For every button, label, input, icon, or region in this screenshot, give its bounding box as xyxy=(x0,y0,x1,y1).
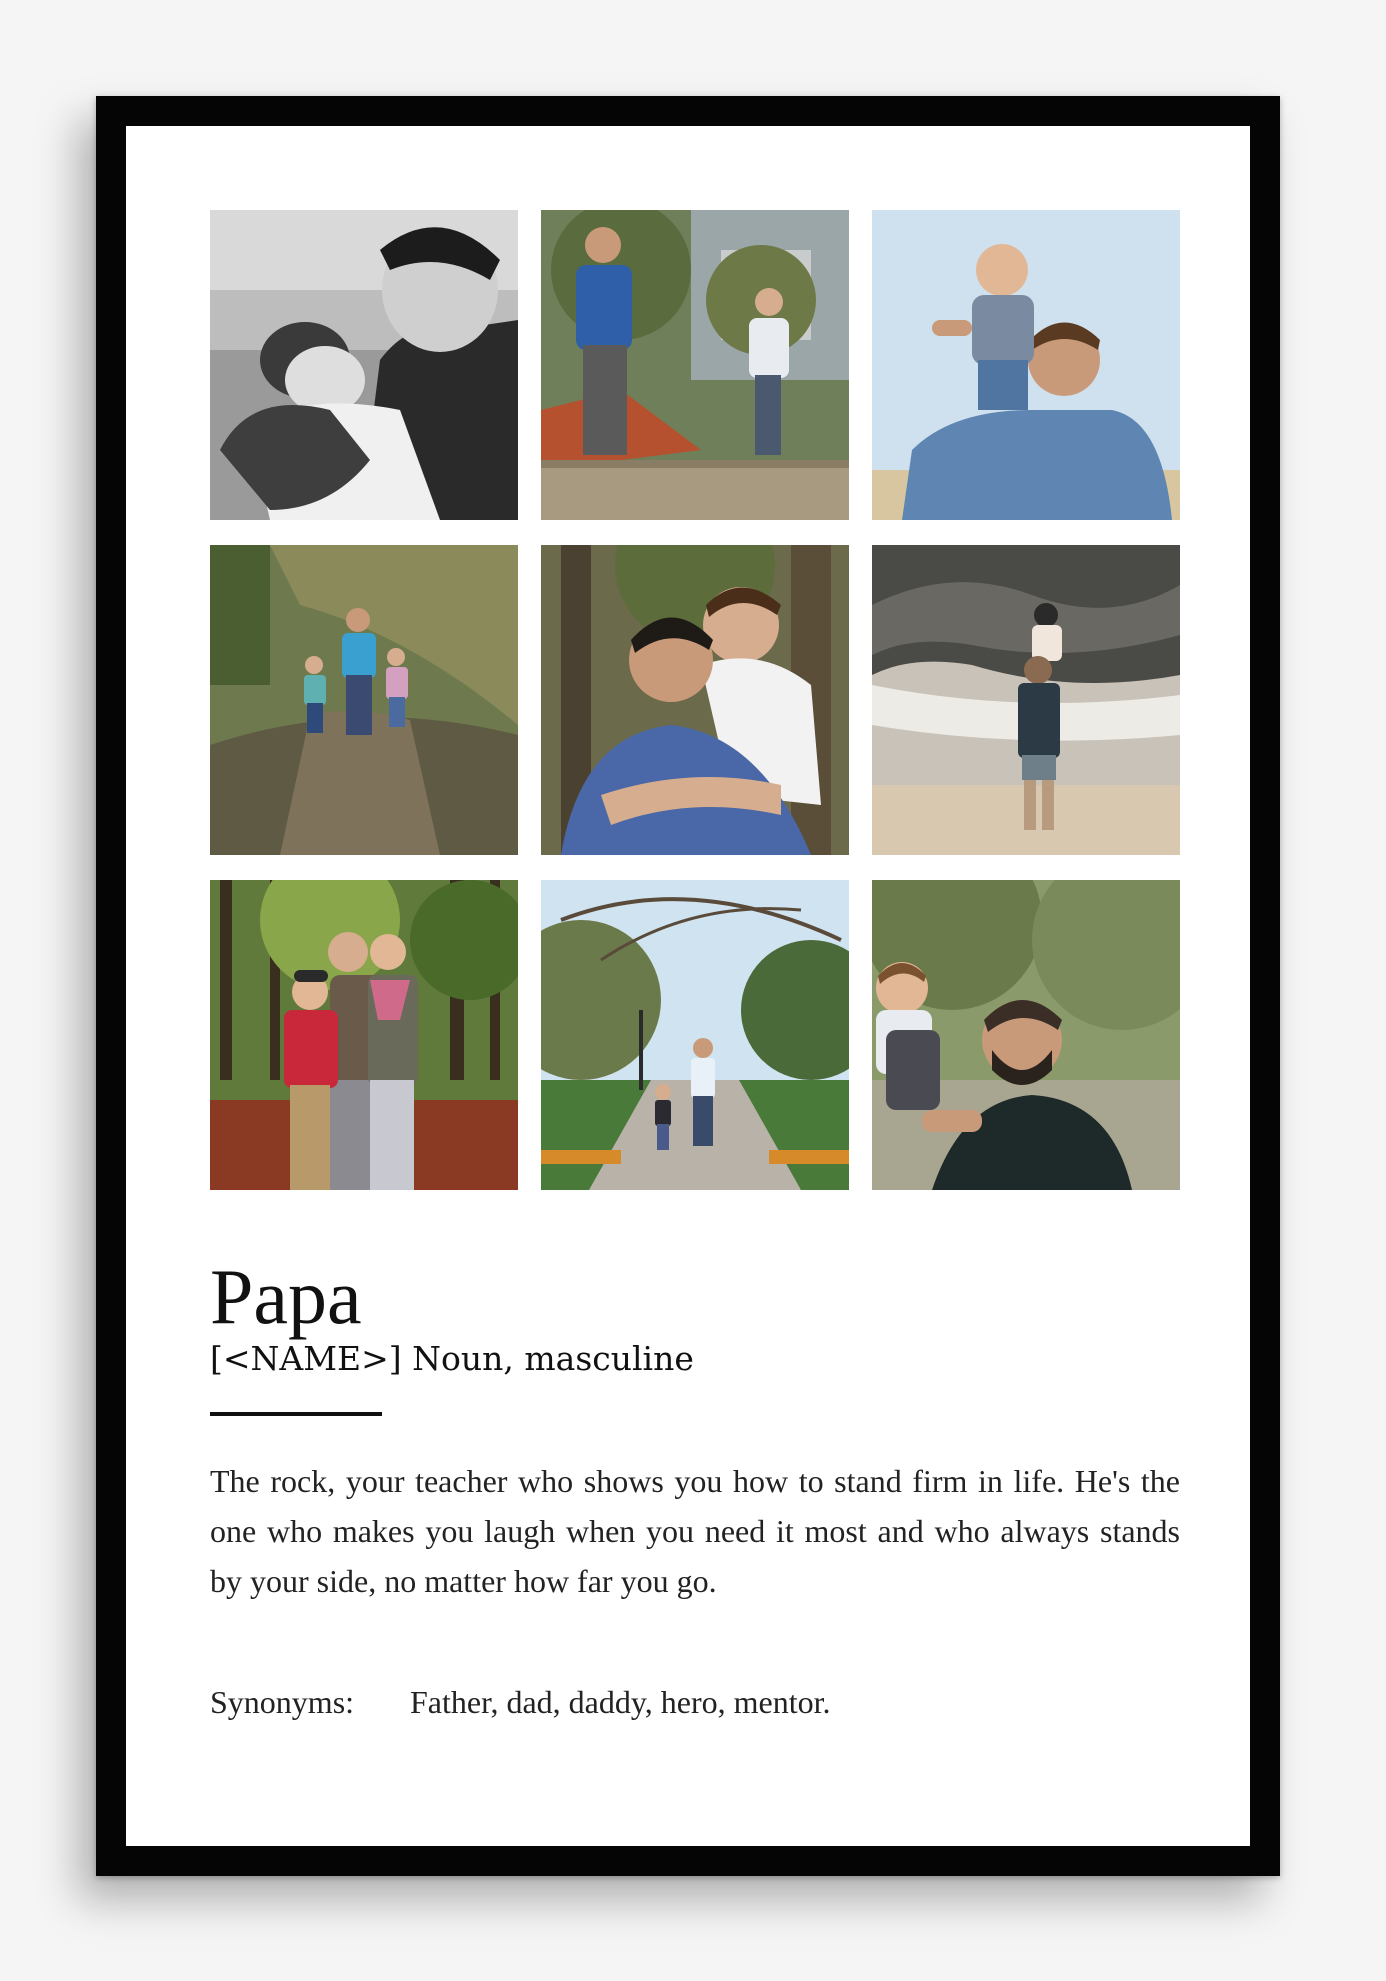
title-divider xyxy=(210,1412,382,1416)
photo-3 xyxy=(872,210,1180,520)
poster-mat xyxy=(126,126,1250,1846)
definition-subtitle: [<NAME>] Noun, masculine xyxy=(210,1339,694,1378)
synonyms-label: Synonyms: xyxy=(210,1684,355,1720)
synonyms-value: Father, dad, daddy, hero, mentor. xyxy=(410,1684,831,1720)
photo-grid xyxy=(210,210,1180,1210)
photo-6 xyxy=(872,545,1180,855)
photo-9 xyxy=(872,880,1180,1190)
photo-1 xyxy=(210,210,518,520)
synonyms-row xyxy=(210,1682,831,1722)
photo-5 xyxy=(541,545,849,855)
definition-title: Papa xyxy=(210,1253,362,1340)
poster-frame xyxy=(96,96,1280,1876)
definition-text: The rock, your teacher who shows you how to stand firm in life. He's the one who makes you laugh when you need it most and who always stands by your side, no matter how far you go. xyxy=(210,1463,1180,1599)
photo-7 xyxy=(210,880,518,1190)
photo-4 xyxy=(210,545,518,855)
photo-8 xyxy=(541,880,849,1190)
photo-2 xyxy=(541,210,849,520)
